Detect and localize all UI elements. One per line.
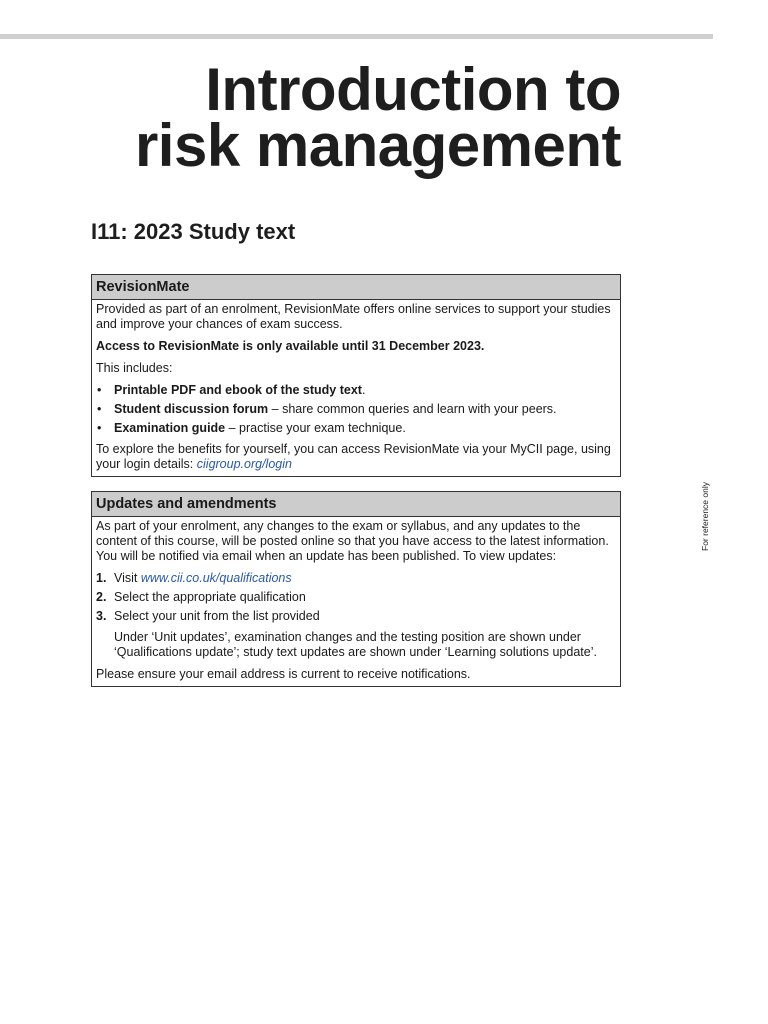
feature-description: – practise your exam technique. [225, 421, 406, 435]
step-text: Select your unit from the list provided [114, 609, 320, 623]
top-rule [0, 34, 713, 39]
access-deadline-text: Access to RevisionMate is only available until 31 December 2023. [96, 339, 485, 353]
step-number: 3. [96, 609, 107, 623]
revisionmate-heading: RevisionMate [92, 275, 620, 300]
step-number: 1. [96, 571, 107, 585]
feature-description: – share common queries and learn with your peers. [268, 402, 557, 416]
document-title [134, 56, 621, 179]
revisionmate-box [91, 274, 621, 477]
feature-name: Printable PDF and ebook of the study text [114, 383, 362, 397]
revisionmate-features-list [96, 383, 616, 436]
document-subtitle: I11: 2023 Study text [91, 219, 296, 244]
updates-body [92, 517, 620, 686]
step-text: Visit [114, 571, 141, 585]
list-item [96, 383, 616, 398]
feature-name: Examination guide [114, 421, 226, 435]
updates-heading: Updates and amendments [92, 492, 620, 517]
qualifications-link[interactable]: www.cii.co.uk/qualifications [140, 571, 292, 585]
updates-footer: Please ensure your email address is current to receive notifications. [96, 667, 471, 681]
login-link[interactable]: ciigroup.org/login [196, 457, 292, 471]
list-item [96, 590, 616, 605]
list-item [96, 402, 616, 417]
feature-name: Student discussion forum [114, 402, 269, 416]
updates-steps-list [96, 571, 616, 624]
revisionmate-access-notice [96, 339, 616, 354]
list-item [96, 609, 616, 624]
includes-label: This includes: [96, 361, 173, 375]
step-text: Select the appropriate qualification [114, 590, 306, 604]
list-item [96, 421, 616, 436]
updates-note: Under ‘Unit updates’, examination changes and the testing position are shown under ‘Qualifications update’; study text updates are shown under ‘Learning solutions update’. [114, 630, 597, 659]
explore-text: To explore the benefits for yourself, you can access RevisionMate via your MyCII page, using your login details: [96, 442, 611, 471]
revisionmate-intro: Provided as part of an enrolment, RevisionMate offers online services to support your studies and improve your chances of exam success. [96, 302, 611, 331]
updates-intro: As part of your enrolment, any changes to the exam or syllabus, and any updates to the content of this course, will be posted online so that you have access to the latest information. You will be notified via email when an update has been published. To view updates: [96, 519, 609, 563]
revisionmate-body [92, 300, 620, 476]
explore-paragraph [96, 442, 616, 472]
step-number: 2. [96, 590, 107, 604]
title-line-2: risk management [134, 112, 621, 179]
side-note: For reference only [700, 482, 710, 551]
list-item [96, 571, 616, 586]
feature-description: . [361, 383, 366, 397]
updates-box [91, 491, 621, 687]
title-line-1: Introduction to [205, 56, 621, 123]
